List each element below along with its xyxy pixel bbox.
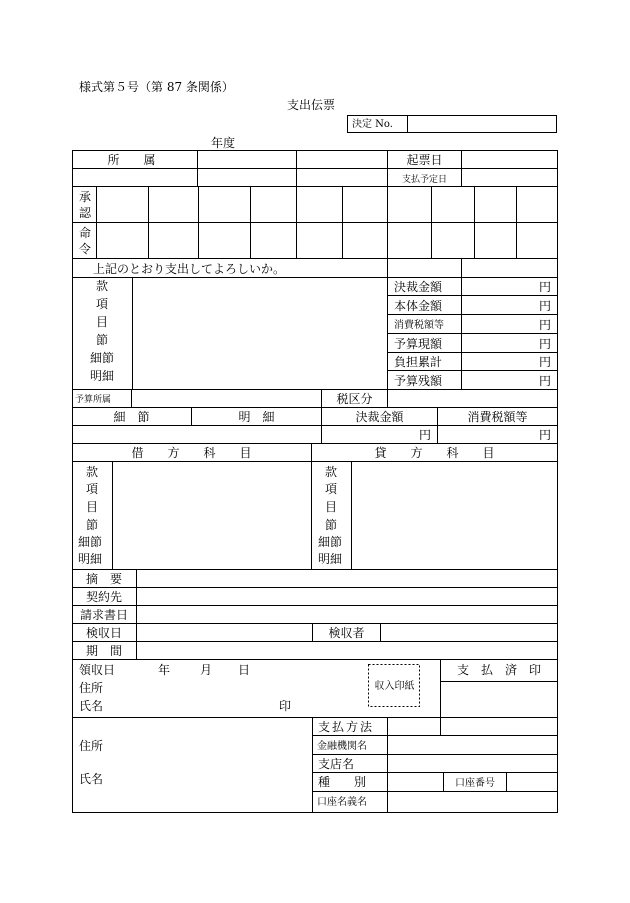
- budget-dept-label: 予算所属: [75, 395, 112, 405]
- confirm-text: 上記のとおり支出してよろしいか。: [93, 262, 286, 276]
- debit-moku: 目: [86, 500, 99, 514]
- payment-method-field[interactable]: [388, 718, 440, 735]
- bank-field[interactable]: [388, 736, 556, 754]
- credit-moku: 目: [325, 500, 338, 514]
- debit-kan: 款: [86, 465, 99, 479]
- amount-hontai: 本体金額: [394, 299, 443, 313]
- inspection-date-label: 検収日: [85, 626, 122, 640]
- approval-mei: 命: [79, 226, 92, 240]
- receipt-year: 年: [158, 663, 171, 677]
- detail-yen-2: 円: [539, 428, 552, 442]
- payee-name-label: 氏名: [79, 772, 104, 786]
- receipt-address-label: 住所: [79, 681, 104, 695]
- debit-header: 借 方 科 目: [131, 446, 252, 460]
- account-type-field[interactable]: [388, 773, 443, 791]
- debit-field[interactable]: [113, 462, 311, 569]
- account-holder-field[interactable]: [388, 792, 556, 811]
- credit-kan: 款: [325, 465, 338, 479]
- budget-moku: 目: [95, 315, 108, 329]
- issue-date-label: 起票日: [406, 153, 443, 167]
- amount-genngaku: 予算現額: [394, 337, 443, 351]
- receipt-name-label: 氏名: [79, 699, 104, 713]
- payee-address-label: 住所: [79, 739, 104, 753]
- branch-label: 支店名: [318, 757, 355, 771]
- tax-class-field[interactable]: [388, 390, 556, 407]
- amount-ruikei: 負担累計: [394, 355, 443, 369]
- credit-header: 貸 方 科 目: [374, 446, 495, 460]
- revenue-stamp-label: 収入印紙: [374, 681, 415, 692]
- invoice-date-label: 請求書日: [79, 608, 128, 622]
- budget-kan: 款: [95, 279, 108, 293]
- receipt-seal: 印: [279, 699, 292, 713]
- credit-meisai: 明細: [318, 552, 343, 566]
- credit-field[interactable]: [352, 462, 556, 569]
- page-title: 支出伝票: [287, 98, 336, 112]
- approval-nin: 認: [79, 206, 92, 220]
- debit-saisetsu: 細節: [78, 535, 103, 549]
- detail-kessai: 決裁金額: [355, 410, 404, 424]
- amount-tax: 消費税額等: [394, 320, 444, 331]
- credit-saisetsu: 細節: [318, 535, 343, 549]
- yen-3: 円: [539, 318, 552, 332]
- credit-kou: 項: [325, 482, 338, 496]
- budget-dept-field[interactable]: [132, 390, 321, 407]
- paid-stamp-label: 支 払 済 印: [456, 663, 541, 677]
- budget-saisetsu: 細節: [89, 351, 114, 365]
- budget-field[interactable]: [133, 278, 387, 389]
- detail-saisetsu: 細 節: [113, 410, 150, 424]
- receipt-day: 日: [238, 663, 251, 677]
- approval-rei: 令: [79, 242, 92, 256]
- amount-zangaku: 予算残額: [394, 374, 443, 388]
- budget-kou: 項: [95, 297, 108, 311]
- tax-class-label: 税区分: [336, 392, 373, 406]
- yen-6: 円: [539, 374, 552, 388]
- yen-1: 円: [539, 280, 552, 294]
- decision-no-label: 決定 No.: [352, 119, 393, 130]
- amount-kessai: 決裁金額: [394, 280, 443, 294]
- contractor-field[interactable]: [137, 588, 556, 605]
- yen-2: 円: [539, 299, 552, 313]
- bank-label: 金融機関名: [317, 741, 367, 752]
- affiliation-label: 所 属: [107, 153, 162, 167]
- yen-5: 円: [539, 355, 552, 369]
- debit-setsu: 節: [86, 518, 99, 532]
- inspector-field[interactable]: [381, 624, 556, 641]
- receipt-month: 月: [200, 663, 213, 677]
- receipt-date-label: 領収日: [79, 663, 116, 677]
- summary-field[interactable]: [137, 570, 556, 587]
- detail-yen-1: 円: [419, 428, 432, 442]
- debit-meisai: 明細: [78, 552, 103, 566]
- payment-date-field[interactable]: [462, 169, 556, 186]
- period-label: 期 間: [85, 644, 122, 658]
- invoice-date-field[interactable]: [137, 606, 556, 623]
- issue-date-field[interactable]: [462, 151, 556, 168]
- account-type-label: 種 別: [318, 775, 367, 789]
- form-id: 様式第５号（第 87 条関係）: [79, 80, 234, 94]
- budget-setsu: 節: [95, 333, 108, 347]
- inspection-date-field[interactable]: [137, 624, 312, 641]
- fiscal-year-label: 年度: [211, 136, 236, 150]
- payment-method-label: 支払方法: [318, 720, 375, 734]
- detail-meisai: 明 細: [238, 410, 275, 424]
- payment-date-label: 支払予定日: [401, 175, 447, 185]
- approval-sho: 承: [79, 190, 92, 204]
- inspector-label: 検収者: [328, 626, 365, 640]
- account-no-label: 口座番号: [455, 778, 495, 789]
- contractor-label: 契約先: [85, 590, 122, 604]
- affiliation-field[interactable]: [198, 151, 296, 168]
- account-no-field[interactable]: [507, 773, 556, 791]
- yen-4: 円: [539, 337, 552, 351]
- payee-field[interactable]: [73, 718, 312, 812]
- summary-label: 摘 要: [85, 572, 122, 586]
- detail-tax: 消費税額等: [467, 410, 528, 424]
- debit-kou: 項: [86, 482, 99, 496]
- credit-setsu: 節: [325, 518, 338, 532]
- branch-field[interactable]: [388, 755, 556, 772]
- period-field[interactable]: [137, 642, 556, 659]
- budget-meisai: 明細: [89, 369, 114, 383]
- account-holder-label: 口座名義名: [317, 797, 367, 808]
